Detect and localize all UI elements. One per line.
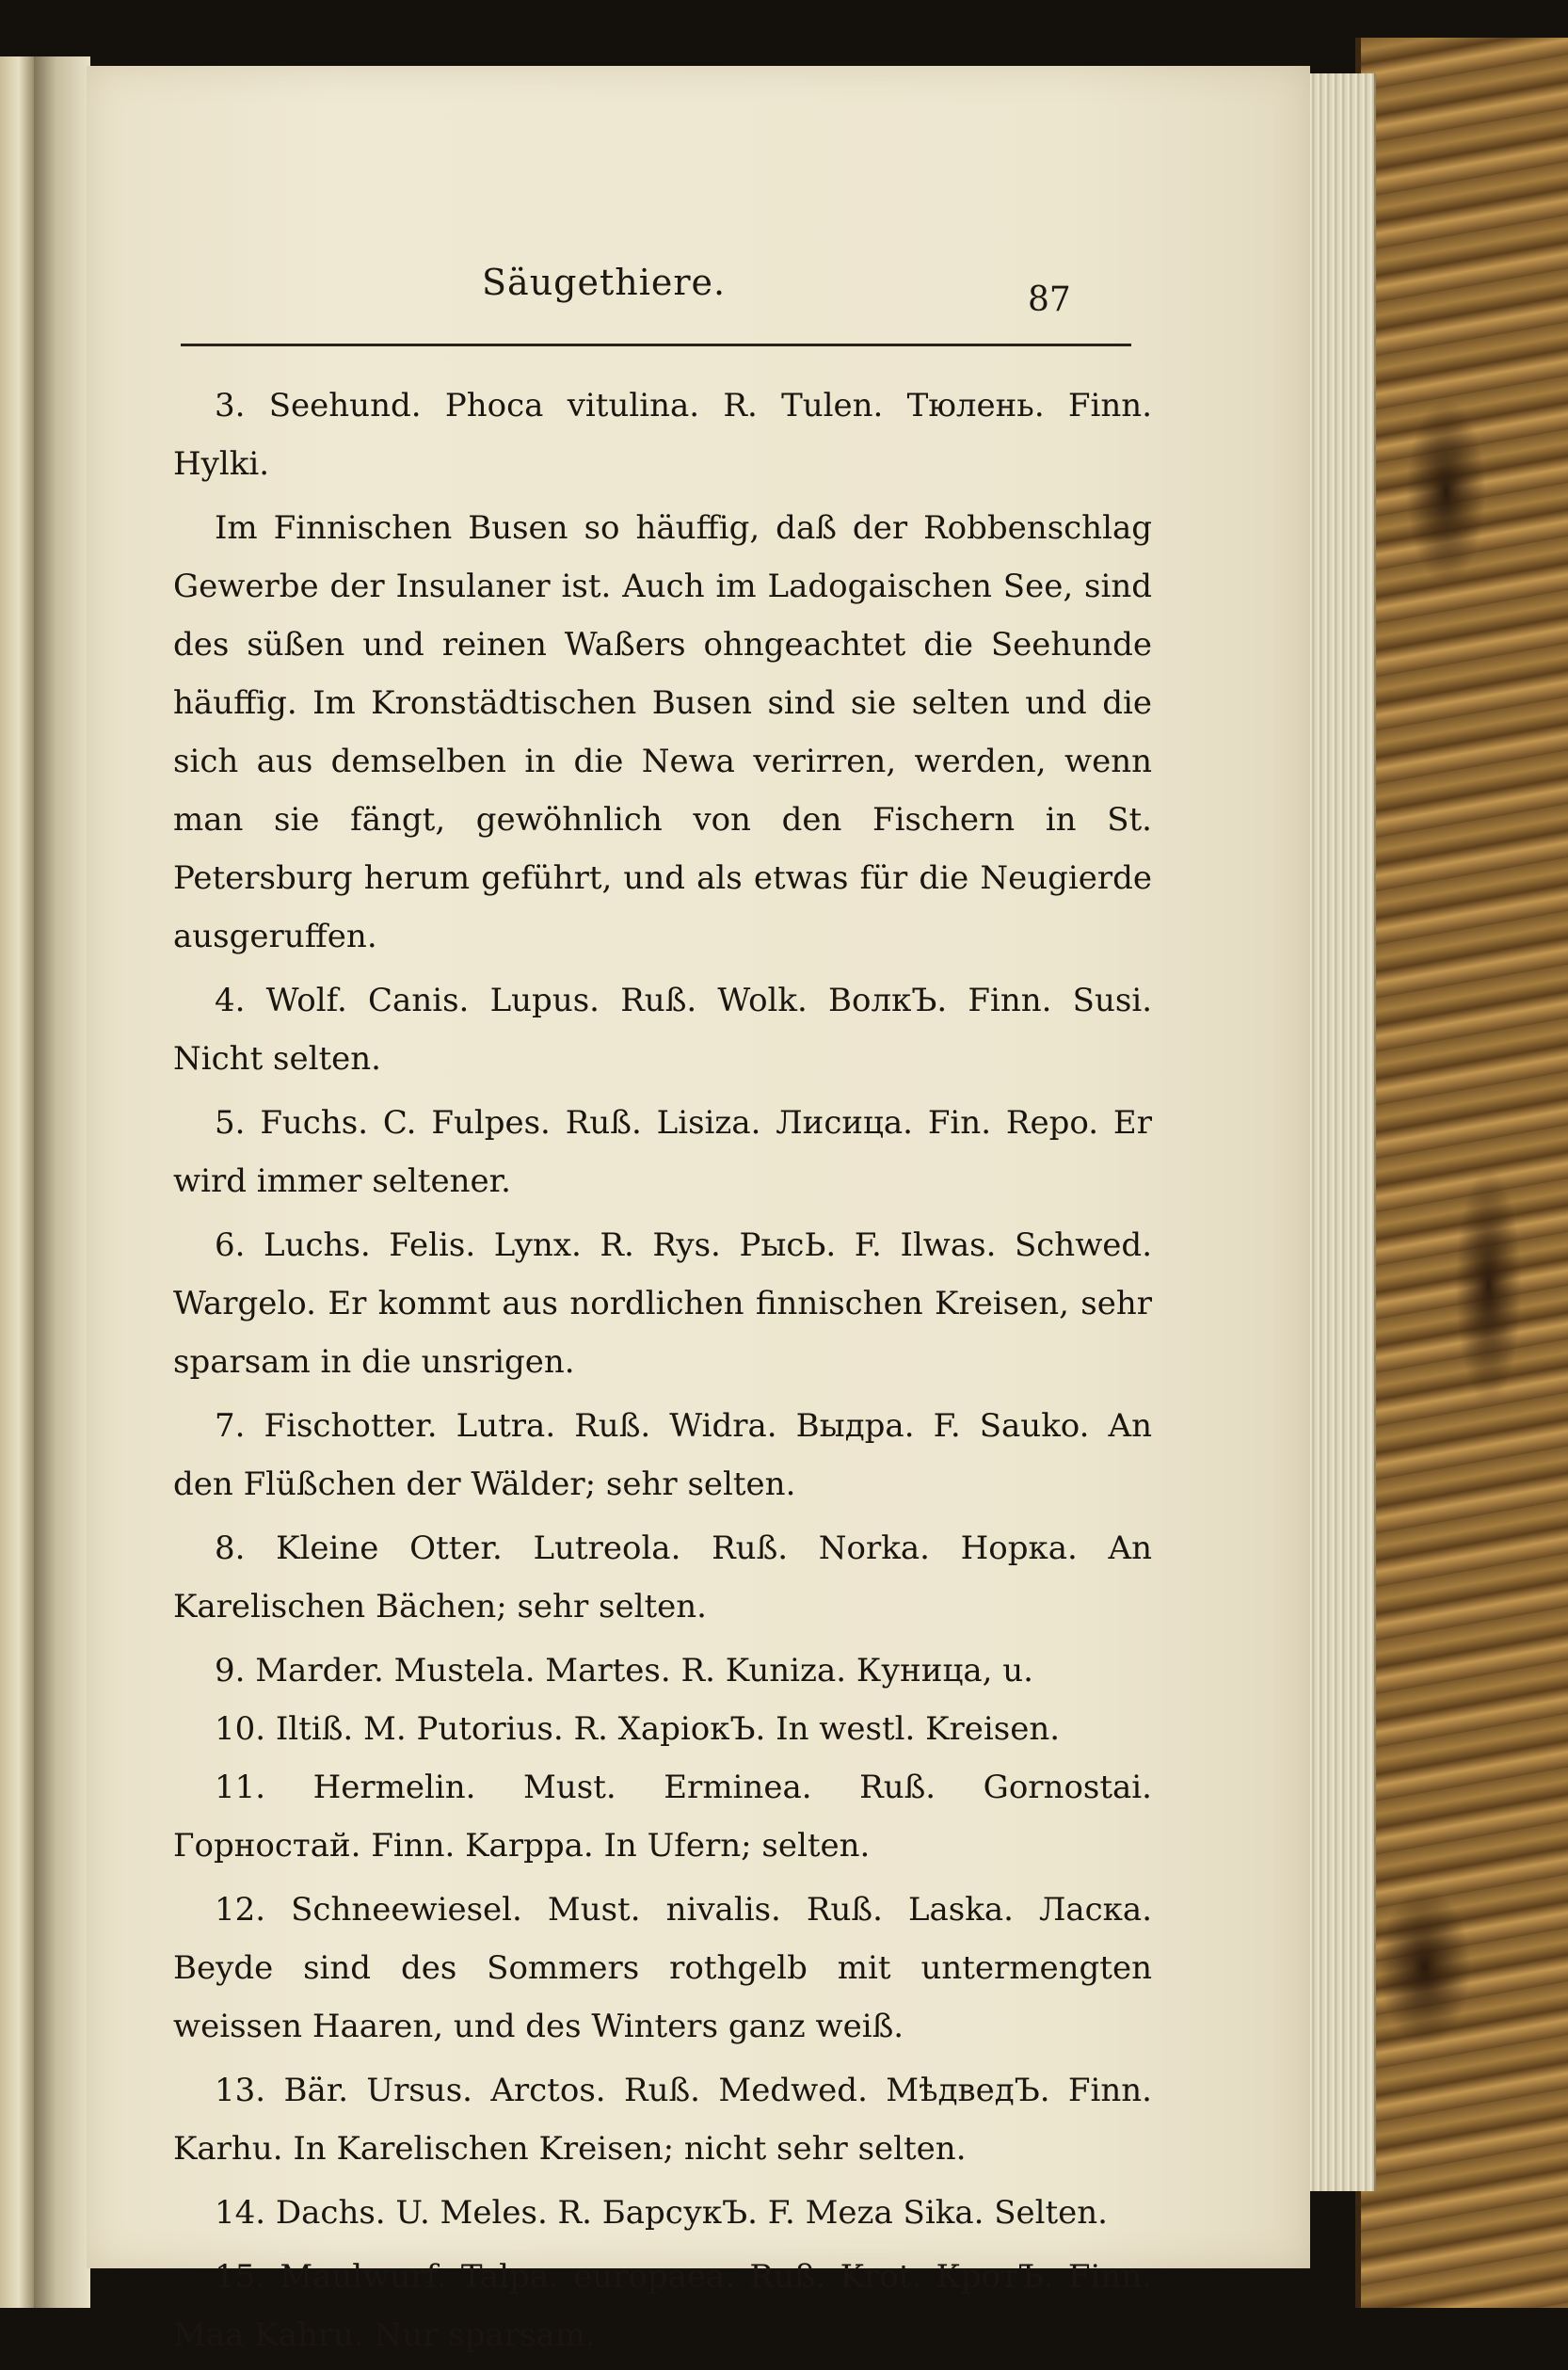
entry-seehund: 3. Seehund. Phoca vitulina. R. Tulen. Тюлень. Finn. Hylki. <box>173 387 1152 483</box>
entry-baer: 13. Bär. Ursus. Arctos. Ruß. Medwed. МѣдведЪ. Finn. Karhu. In Karelischen Kreisen; nicht sehr selten. <box>173 2072 1152 2168</box>
page-header <box>87 262 1310 318</box>
entry-iltis: 10. Iltiß. M. Putorius. R. ХарiокЪ. In westl. Kreisen. <box>215 1710 1061 1748</box>
entry-marder: 9. Marder. Mustela. Martes. R. Kuniza. Куница, u. <box>215 1652 1033 1689</box>
entry-schneewiesel: 12. Schneewiesel. Must. nivalis. Ruß. Laska. Ласка. Beyde sind des Sommers rothgelb mit untermengten weissen Haaren, und des Winters ganz weiß. <box>173 1891 1152 2045</box>
running-title: Säugethiere. <box>482 262 727 303</box>
entry-dachs: 14. Dachs. U. Meles. R. БарсукЪ. F. Meza Sika. Selten. <box>215 2194 1108 2232</box>
entry-luchs: 6. Luchs. Felis. Lynx. R. Rys. РысЬ. F. Ilwas. Schwed. Wargelo. Er kommt aus nordlichen finnischen Kreisen, sehr sparsam in die unsrigen. <box>173 1226 1152 1381</box>
page-body <box>173 376 1152 2370</box>
entry-hermelin: 11. Hermelin. Must. Erminea. Ruß. Gornostai. Горностай. Finn. Karppa. In Ufern; selten. <box>173 1769 1152 1865</box>
book-cover-edge <box>1355 38 1568 2308</box>
page-number: 87 <box>1028 280 1071 319</box>
entry-maulwurf: 15. Maulwurf. Talpa. europaea. Ruß. Krot. КротЪ. Finn. Maa Kahru. Nur sparsam. <box>173 2258 1152 2354</box>
header-rule <box>181 344 1131 346</box>
entry-kleine-otter: 8. Kleine Otter. Lutreola. Ruß. Norka. Норка. An Karelischen Bächen; sehr selten. <box>173 1529 1152 1625</box>
page-edges <box>1308 73 1376 2191</box>
book-page <box>87 66 1310 2354</box>
entry-fuchs: 5. Fuchs. C. Fulpes. Ruß. Lisiza. Лисица. Fin. Repo. Er wird immer seltener. <box>173 1104 1152 1200</box>
entry-fischotter: 7. Fischotter. Lutra. Ruß. Widra. Выдра. F. Sauko. An den Flüßchen der Wälder; sehr selten. <box>173 1407 1152 1503</box>
book-gutter <box>34 56 90 2308</box>
entry-seehund-description: Im Finnischen Busen so häuffig, daß der Robbenschlag Gewerbe der Insulaner ist. Auch im Ladogaischen See, sind des süßen und reinen Waßers ohngeachtet die Seehunde häuffig. Im Kronstädtischen Busen sind sie selten und die sich aus demselben in die Newa verirren, werden, wenn man sie fängt, gewöhnlich von den Fischern in St. Petersburg herum geführt, und als etwas für die Neugierde ausgeruffen. <box>173 509 1152 955</box>
facing-page-edge <box>0 56 34 2308</box>
entry-wolf: 4. Wolf. Canis. Lupus. Ruß. Wolk. ВолкЪ. Finn. Susi. Nicht selten. <box>173 982 1152 1078</box>
